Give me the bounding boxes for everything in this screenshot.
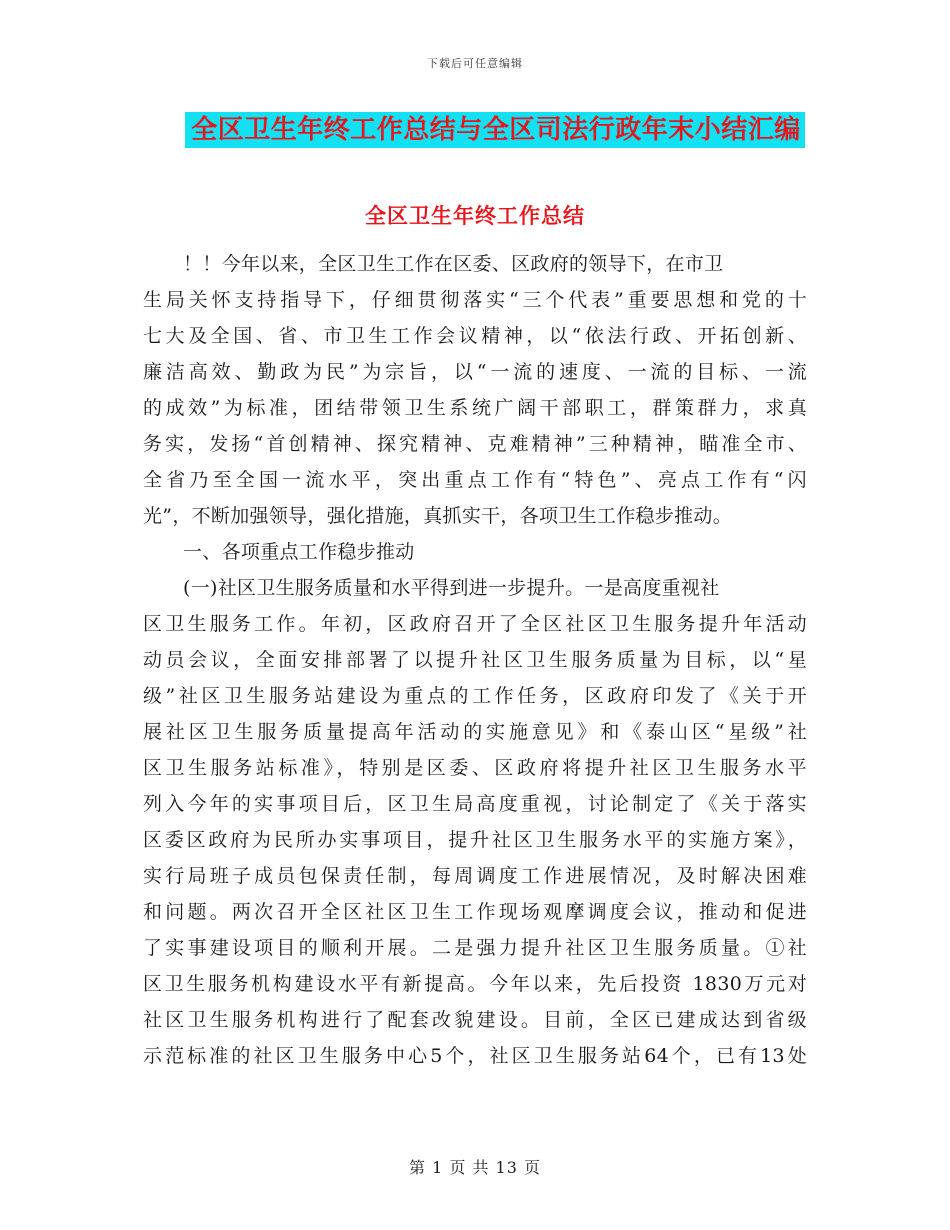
paragraph-line: 级”社区卫生服务站建设为重点的工作任务，区政府印发了《关于开 <box>143 685 807 707</box>
paragraph-line: 区委区政府为民所办实事项目，提升社区卫生服务水平的实施方案》， <box>143 829 807 851</box>
paragraph-line: 区卫生服务工作。年初，区政府召开了全区社区卫生服务提升年活动 <box>143 613 807 635</box>
section-title: 全区卫生年终工作总结 <box>365 204 585 228</box>
document-title: 全区卫生年终工作总结与全区司法行政年末小结汇编 <box>185 112 805 148</box>
paragraph-line: ！！今年以来，全区卫生工作在区委、区政府的领导下，在市卫 <box>183 253 724 275</box>
paragraph-line: 七大及全国、省、市卫生工作会议精神，以“依法行政、开拓创新、 <box>143 325 807 347</box>
page-footer: 第 1 页 共 13 页 <box>409 1158 541 1177</box>
paragraph-line: 区卫生服务站标准》，特别是区委、区政府将提升社区卫生服务水平 <box>143 757 807 779</box>
paragraph-line: 展社区卫生服务质量提高年活动的实施意见》和《泰山区“星级”社 <box>143 721 807 743</box>
body-text <box>143 246 807 1074</box>
paragraph-line: 社区卫生服务机构进行了配套改貌建设。目前，全区已建成达到省级 <box>143 1009 807 1031</box>
paragraph-line: 廉洁高效、勤政为民”为宗旨，以“一流的速度、一流的目标、一流 <box>143 361 807 383</box>
paragraph-line: 光”，不断加强领导，强化措施，真抓实干，各项卫生工作稳步推动。 <box>143 505 733 527</box>
section-heading: 一、各项重点工作稳步推动 <box>183 541 415 563</box>
paragraph-line: 实行局班子成员包保责任制，每周调度工作进展情况，及时解决困难 <box>143 865 807 887</box>
paragraph-line: 和问题。两次召开全区社区卫生工作现场观摩调度会议，推动和促进 <box>143 901 807 923</box>
paragraph-line: (一)社区卫生服务质量和水平得到进一步提升。一是高度重视社 <box>183 577 720 599</box>
paragraph-line: 动员会议，全面安排部署了以提升社区卫生服务质量为目标，以“星 <box>143 649 807 671</box>
paragraph-line: 示范标准的社区卫生服务中心5个，社区卫生服务站64个，已有13处 <box>143 1045 807 1067</box>
paragraph-line: 区卫生服务机构建设水平有新提高。今年以来，先后投资 1830万元对 <box>143 973 807 995</box>
paragraph-line: 务实，发扬“首创精神、探究精神、克难精神”三种精神，瞄准全市、 <box>143 433 807 455</box>
paragraph-line: 的成效”为标准，团结带领卫生系统广阔干部职工，群策群力，求真 <box>143 397 807 419</box>
document-title-container <box>0 112 950 148</box>
paragraph-line: 生局关怀支持指导下，仔细贯彻落实“三个代表”重要思想和党的十 <box>143 289 807 311</box>
paragraph-line: 了实事建设项目的顺利开展。二是强力提升社区卫生服务质量。①社 <box>143 937 807 959</box>
paragraph-line: 全省乃至全国一流水平，突出重点工作有“特色”、亮点工作有“闪 <box>143 469 807 491</box>
paragraph-line: 列入今年的实事项目后，区卫生局高度重视，讨论制定了《关于落实 <box>143 793 807 815</box>
header-note: 下载后可任意编辑 <box>427 57 523 70</box>
